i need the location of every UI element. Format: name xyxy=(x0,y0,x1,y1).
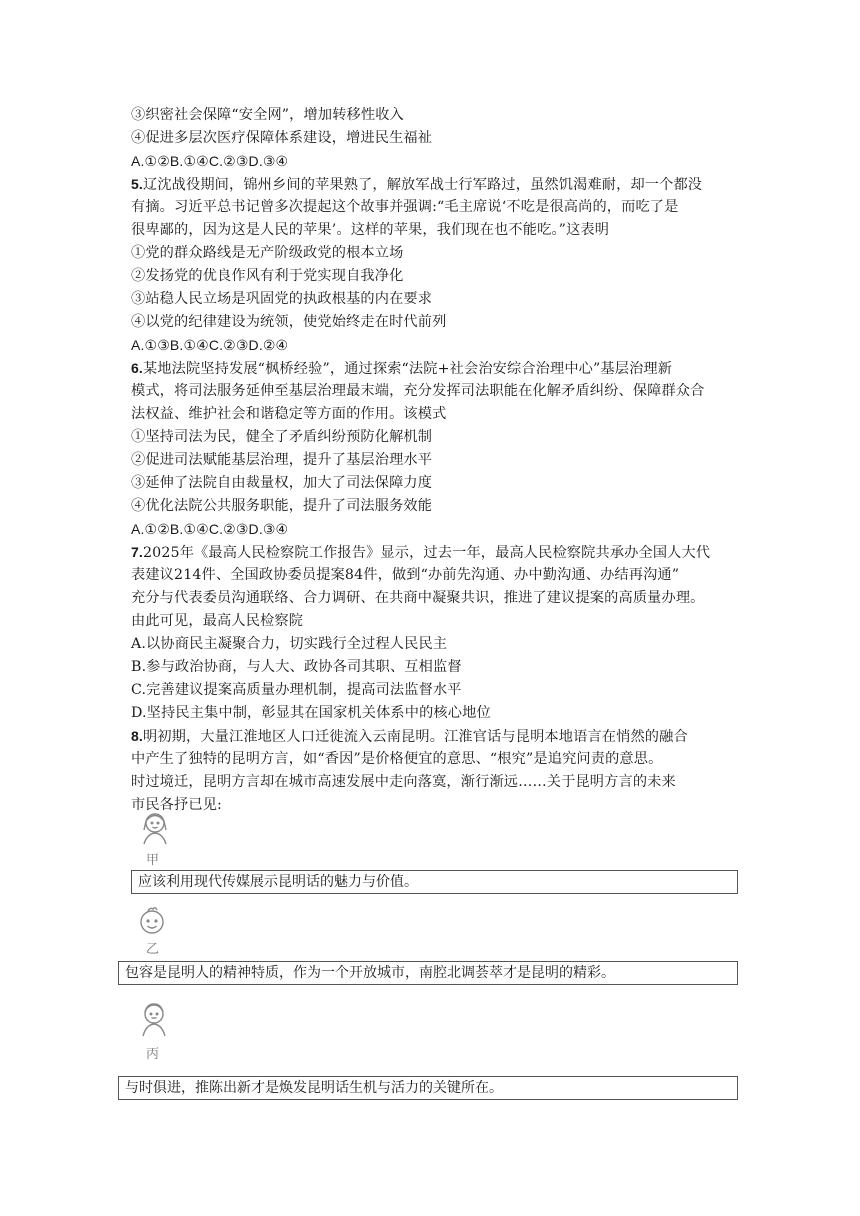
q5-item-3: ③站稳人民立场是巩固党的执政根基的内在要求 xyxy=(131,291,433,307)
speech-box-jia xyxy=(131,870,738,894)
q7-number: 7. xyxy=(131,544,143,560)
q6-item-1: ①坚持司法为民，健全了矛盾纠纷预防化解机制 xyxy=(131,429,433,445)
q6-number: 6. xyxy=(131,360,143,376)
person-avatar-icon xyxy=(137,1000,171,1038)
q5-stem-line-3: 很卑鄙的，因为这是人民的苹果’。这样的苹果，我们现在也不能吃。”这表明 xyxy=(131,222,610,238)
q8-stem-line-1 xyxy=(131,725,688,748)
speaker-name-yi: 乙 xyxy=(146,942,160,957)
q6-stem-line-3: 法权益、维护社会和谐稳定等方面的作用。该模式 xyxy=(131,406,447,422)
q5-item-2: ②发扬党的优良作风有利于党实现自我净化 xyxy=(131,268,404,284)
q6-stem-line-2: 模式，将司法服务延伸至基层治理最末端，充分发挥司法职能在化解矛盾纠纷、保障群众合 xyxy=(131,383,705,399)
q6-item-4: ④优化法院公共服务职能，提升了司法服务效能 xyxy=(131,498,433,514)
q8-stem-line-2: 中产生了独特的昆明方言，如“香因”是价格便宜的意思、“根究”是追究问责的意思。 xyxy=(131,751,663,767)
speaker-name-bing: 丙 xyxy=(146,1047,160,1062)
q7-stem-line-3: 充分与代表委员沟通联络、合力调研、在共商中凝聚共识，推进了建议提案的高质量办理。 xyxy=(131,590,705,606)
q5-number: 5. xyxy=(131,176,143,192)
q8-stem-line-3: 时过境迁，昆明方言却在城市高速发展中走向落寞，渐行渐远……关于昆明方言的未来 xyxy=(131,774,676,790)
q6-item-2: ②促进司法赋能基层治理，提升了基层治理水平 xyxy=(131,452,433,468)
q8-stem-text: 明初期，大量江淮地区人口迁徙流入云南昆明。江淮官话与昆明本地语言在悄然的融合 xyxy=(142,729,688,745)
q5-stem-text: 辽沈战役期间，锦州乡间的苹果熟了，解放军战士行军路过，虽然饥渴难耐，却一个都没 xyxy=(142,177,703,193)
q4-item-3: ③织密社会保障“安全网”，增加转移性收入 xyxy=(131,107,404,123)
q6-stem-text: 某地法院坚持发展“枫桥经验”，通过探索“法院+社会治安综合治理中心”基层治理新 xyxy=(142,361,673,377)
speech-box-bing xyxy=(118,1076,738,1100)
q7-option-c: C.完善建议提案高质量办理机制，提高司法监督水平 xyxy=(131,682,462,698)
q7-option-b: B.参与政治协商，与人大、政协各司其职、互相监督 xyxy=(131,659,462,675)
q5-options: A.①③B.①④C.②③D.②④ xyxy=(131,337,289,353)
q7-option-d: D.坚持民主集中制，彰显其在国家机关体系中的核心地位 xyxy=(131,705,491,721)
q5-stem-line-2: 有摘。习近平总书记曾多次提起这个故事并强调:“毛主席说‘不吃是很高尚的，而吃了是 xyxy=(131,199,679,215)
q6-options: A.①②B.①④C.②③D.③④ xyxy=(131,521,289,537)
q8-stem-line-4: 市民各抒已见: xyxy=(131,797,222,813)
q6-stem-line-1 xyxy=(131,357,672,380)
q5-stem-line-1 xyxy=(131,173,702,196)
q7-stem-line-4: 由此可见，最高人民检察院 xyxy=(131,613,304,629)
q7-stem-line-1 xyxy=(131,541,710,564)
q4-options: A.①②B.①④C.②③D.③④ xyxy=(131,153,289,169)
q4-item-4: ④促进多层次医疗保障体系建设，增进民生福祉 xyxy=(131,130,433,146)
girl-avatar-icon xyxy=(138,808,172,846)
q7-option-a: A.以协商民主凝聚合力，切实践行全过程人民民主 xyxy=(131,636,448,652)
speech-text-bing: 与时俱进，推陈出新才是焕发昆明话生机与活力的关键所在。 xyxy=(125,1080,503,1096)
q7-stem-text: 2025年《最高人民检察院工作报告》显示，过去一年，最高人民检察院共承办全国人大代 xyxy=(142,545,711,561)
q6-item-3: ③延伸了法院自由裁量权，加大了司法保障力度 xyxy=(131,475,433,491)
speech-box-yi xyxy=(118,961,738,985)
q5-item-4: ④以党的纪律建设为统领，使党始终走在时代前列 xyxy=(131,314,447,330)
q5-item-1: ①党的群众路线是无产阶级政党的根本立场 xyxy=(131,245,404,261)
speech-text-yi: 包容是昆明人的精神特质，作为一个开放城市，南腔北调荟萃才是昆明的精彩。 xyxy=(125,965,615,981)
q7-stem-line-2: 表建议214件、全国政协委员提案84件，做到“办前先沟通、办中勤沟通、办结再沟通” xyxy=(131,567,680,583)
speech-text-jia: 应该利用现代传媒展示昆明话的魅力与价值。 xyxy=(138,874,418,890)
q8-number: 8. xyxy=(131,728,143,744)
boy-avatar-icon xyxy=(135,905,169,939)
speaker-name-jia: 甲 xyxy=(146,853,160,868)
